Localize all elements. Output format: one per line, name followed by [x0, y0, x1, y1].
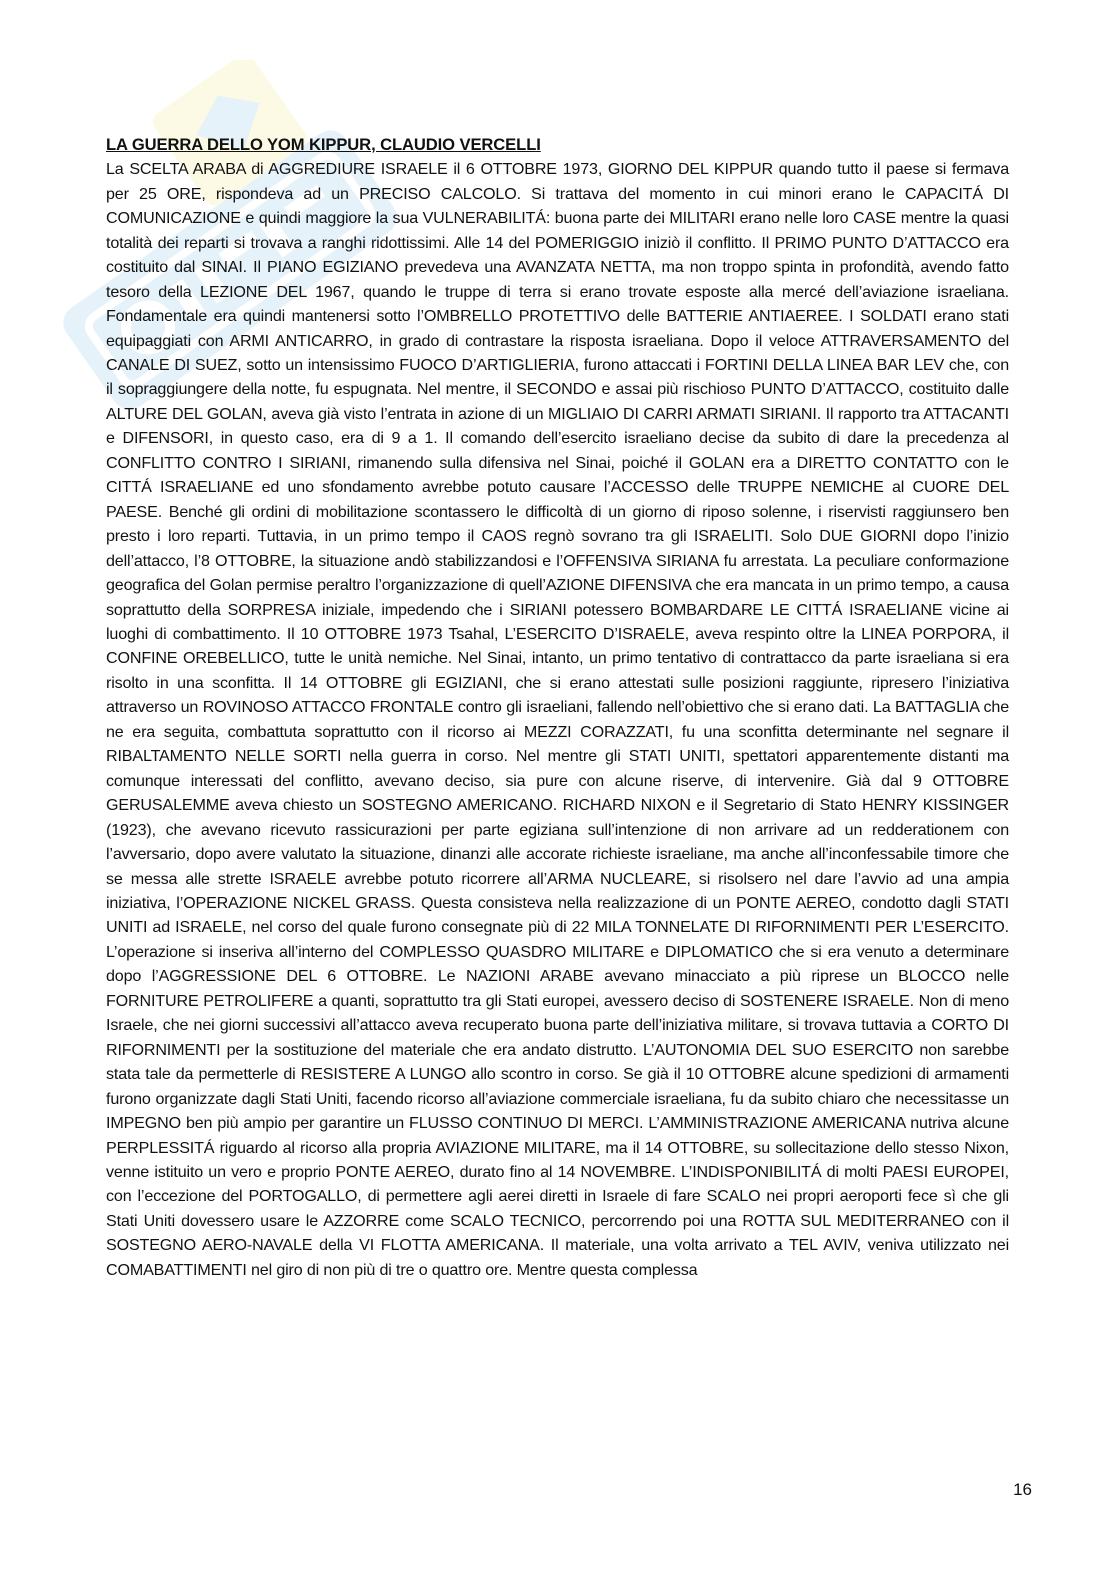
document-page — [106, 133, 1009, 1282]
document-title: LA GUERRA DELLO YOM KIPPUR, CLAUDIO VERCELLI — [106, 135, 541, 154]
page-number: 16 — [1013, 1480, 1032, 1499]
document-body: La SCELTA ARABA di AGGREDIURE ISRAELE il 6 OTTOBRE 1973, GIORNO DEL KIPPUR quando tutto il paese si fermava per 25 ORE, rispondeva ad un PRECISO CALCOLO. Si trattava del momento in cui minori erano le CAPACITÁ DI COMUNICAZIONE e quindi maggiore la sua VULNERABILITÁ: buona parte dei MILITARI erano nelle loro CASE mentre la quasi totalità dei reparti si trovava a ranghi ridottissimi. Alle 14 del POMERIGGIO iniziò il conflitto. Il PRIMO PUNTO D’ATTACCO era costituito dal SINAI. Il PIANO EGIZIANO prevedeva una AVANZATA NETTA, ma non troppo spinta in profondità, avendo fatto tesoro della LEZIONE DEL 1967, quando le truppe di terra si erano trovate esposte alla mercé dell’aviazione israeliana. Fondamentale era quindi mantenersi sotto l’OMBRELLO PROTETTIVO delle BATTERIE ANTIAEREE. I SOLDATI erano stati equipaggiati con ARMI ANTICARRO, in grado di contrastare la risposta israeliana. Dopo il veloce ATTRAVERSAMENTO del CANALE DI SUEZ, sotto un intensissimo FUOCO D’ARTIGLIERIA, furono attaccati i FORTINI DELLA LINEA BAR LEV che, con il sopraggiungere della notte, fu espugnata. Nel mentre, il SECONDO e assai più rischioso PUNTO D’ATTACCO, costituito dalle ALTURE DEL GOLAN, aveva già visto l’entrata in azione di un MIGLIAIO DI CARRI ARMATI SIRIANI. Il rapporto tra ATTACANTI e DIFENSORI, in questo caso, era di 9 a 1. Il comando dell’esercito israeliano decise da subito di dare la precedenza al CONFLITTO CONTRO I SIRIANI, rimanendo sulla difensiva nel Sinai, poiché il GOLAN era a DIRETTO CONTATTO con le CITTÁ ISRAELIANE ed uno sfondamento avrebbe potuto causare l’ACCESSO delle TRUPPE NEMICHE al CUORE DEL PAESE. Benché gli ordini di mobilitazione scontassero le difficoltà di un giorno di riposo solenne, i riservisti raggiunsero ben presto i loro reparti. Tuttavia, in un primo tempo il CAOS regnò sovrano tra gli ISRAELITI. Solo DUE GIORNI dopo l’inizio dell’attacco, l’8 OTTOBRE, la situazione andò stabilizzandosi e l’OFFENSIVA SIRIANA fu arrestata. La peculiare conformazione geografica del Golan permise peraltro l’organizzazione di quell’AZIONE DIFENSIVA che era mancata in un primo tempo, a causa soprattutto della SORPRESA iniziale, impedendo che i SIRIANI potessero BOMBARDARE LE CITTÁ ISRAELIANE vicine ai luoghi di combattimento. Il 10 OTTOBRE 1973 Tsahal, L’ESERCITO D’ISRAELE, aveva respinto oltre la LINEA PORPORA, il CONFINE OREBELLICO, tutte le unità nemiche. Nel Sinai, intanto, un primo tentativo di contrattacco da parte israeliana si era risolto in una sconfitta. Il 14 OTTOBRE gli EGIZIANI, che si erano attestati sulle posizioni raggiunte, ripresero l’iniziativa attraverso un ROVINOSO ATTACCO FRONTALE contro gli israeliani, fallendo nell’obiettivo che si erano dati. La BATTAGLIA che ne era seguita, combattuta soprattutto con il ricorso ai MEZZI CORAZZATI, fu una sconfitta determinante nel segnare il RIBALTAMENTO NELLE SORTI nella guerra in corso. Nel mentre gli STATI UNITI, spettatori apparentemente distanti ma comunque interessati del conflitto, avevano deciso, sia pure con alcune riserve, di intervenire. Già dal 9 OTTOBRE GERUSALEMME aveva chiesto un SOSTEGNO AMERICANO. RICHARD NIXON e il Segretario di Stato HENRY KISSINGER (1923), che avevano ricevuto rassicurazioni per parte egiziana sull’intenzione di non arrivare ad un redderationem con l’avversario, dopo avere valutato la situazione, dinanzi alle accorate richieste israeliane, ma anche all’inconfessabile timore che se messa alle strette ISRAELE avrebbe potuto ricorrere all’ARMA NUCLEARE, si risolsero nel dare l’avvio ad una ampia iniziativa, l’OPERAZIONE NICKEL GRASS. Questa consisteva nella realizzazione di un PONTE AEREO, condotto dagli STATI UNITI ad ISRAELE, nel corso del quale furono consegnate più di 22 MILA TONNELATE DI RIFORNIMENTI PER L’ESERCITO. L’operazione si inseriva all’interno del COMPLESSO QUASDRO MILITARE e DIPLOMATICO che si era venuto a determinare dopo l’AGGRESSIONE DEL 6 OTTOBRE. Le NAZIONI ARABE avevano minacciato a più riprese un BLOCCO nelle FORNITURE PETROLIFERE a quanti, soprattutto tra gli Stati europei, avessero deciso di SOSTENERE ISRAELE. Non di meno Israele, che nei giorni successivi all’attacco aveva recuperato buona parte dell’iniziativa militare, si trovava tuttavia a CORTO DI RIFORNIMENTI per la sostituzione del materiale che era andato distrutto. L’AUTONOMIA DEL SUO ESERCITO non sarebbe stata tale da permetterle di RESISTERE A LUNGO allo scontro in corso. Se già il 10 OTTOBRE alcune spedizioni di armamenti furono organizzate dagli Stati Uniti, facendo ricorso all’aviazione commerciale israeliana, fu da subito chiaro che necessitasse un IMPEGNO ben più ampio per garantire un FLUSSO CONTINUO DI MERCI. L’AMMINISTRAZIONE AMERICANA nutriva alcune PERPLESSITÁ riguardo al ricorso alla propria AVIAZIONE MILITARE, ma il 14 OTTOBRE, su sollecitazione dello stesso Nixon, venne istituito un vero e proprio PONTE AEREO, durato fino al 14 NOVEMBRE. L’INDISPONIBILITÁ di molti PAESI EUROPEI, con l’eccezione del PORTOGALLO, di permettere agli aerei diretti in Israele di fare SCALO nei propri aeroporti fece sì che gli Stati Uniti dovessero usare le AZZORRE come SCALO TECNICO, percorrendo poi una ROTTA SUL MEDITERRANEO con il SOSTEGNO AERO-NAVALE della VI FLOTTA AMERICANA. Il materiale, una volta arrivato a TEL AVIV, veniva utilizzato nei COMABATTIMENTI nel giro di non più di tre o quattro ore. Mentre questa complessa — [106, 160, 1009, 1279]
